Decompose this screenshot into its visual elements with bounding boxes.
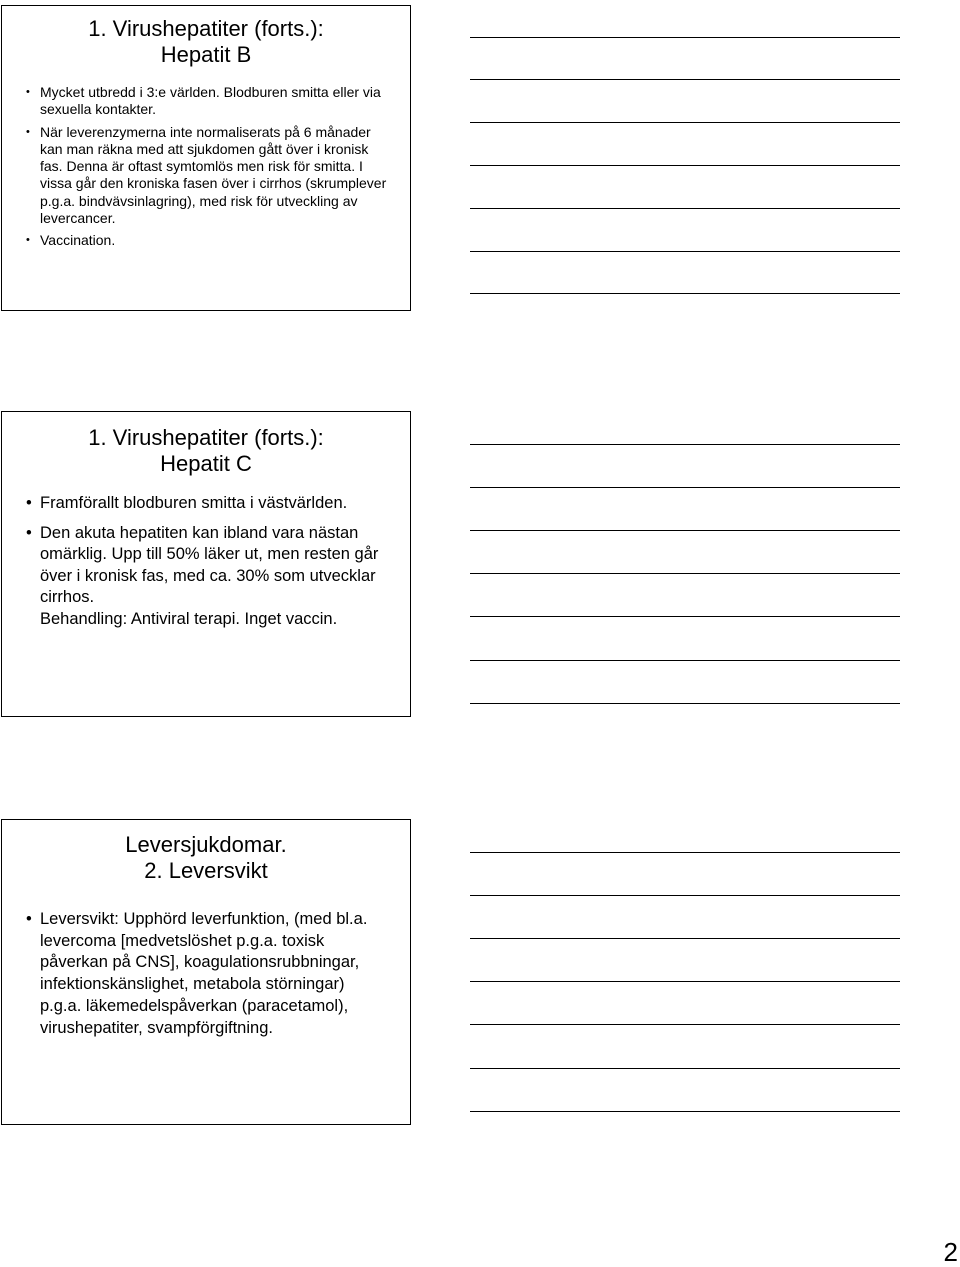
note-line	[470, 487, 900, 488]
bullet-item	[26, 909, 388, 1039]
bullet-item	[26, 123, 388, 228]
slide-leversvikt	[1, 819, 411, 1125]
slide-title	[2, 6, 410, 68]
bullet-icon: •	[26, 125, 30, 138]
bullet-item	[40, 609, 388, 631]
bullet-icon: •	[26, 910, 32, 928]
slide-hepatit-b	[1, 5, 411, 311]
note-line	[470, 79, 900, 80]
note-line	[470, 852, 900, 853]
bullet-icon: •	[26, 494, 32, 512]
note-line	[470, 165, 900, 166]
note-line	[470, 703, 900, 704]
bullet-text: Leversvikt: Upphörd leverfunktion, (med bl.a. levercoma [medvetslöshet p.g.a. toxisk påverkan på CNS], koagulationsrubbningar, infektionskänslighet, metabola störningar) p.g.a. läkemedelspåverkan (paracetamol), virushepatiter, svampförgiftning.	[40, 910, 368, 1037]
bullet-text: Framförallt blodburen smitta i västvärlden.	[40, 494, 348, 512]
slide-title-line-2: 2. Leversvikt	[144, 858, 268, 883]
bullet-text: När leverenzymerna inte normaliserats på 6 månader kan man räkna med att sjukdomen gått över i kronisk fas. Denna är oftast symtomlös men risk för smitta. I vissa går den kroniska fasen över i cirrhos (skrumplever p.g.a. bindvävsinlagring), med risk för utveckling av levercancer.	[40, 123, 387, 227]
note-line	[470, 208, 900, 209]
note-line	[470, 573, 900, 574]
slide-title-line-1: 1. Virushepatiter (forts.):	[88, 16, 324, 41]
slide-title	[2, 412, 410, 477]
bullet-text: Mycket utbredd i 3:e världen. Blodburen smitta eller via sexuella kontakter.	[40, 84, 381, 118]
slide-title-line-1: Leversjukdomar.	[125, 832, 287, 857]
note-line	[470, 293, 900, 294]
note-line	[470, 1024, 900, 1025]
page-number: 2	[943, 1237, 958, 1267]
note-line	[470, 444, 900, 445]
bullet-list	[2, 493, 410, 630]
note-line	[470, 981, 900, 982]
note-line	[470, 1111, 900, 1112]
note-line	[470, 251, 900, 252]
note-line	[470, 616, 900, 617]
bullet-item	[26, 84, 388, 119]
bullet-icon: •	[26, 523, 32, 542]
bullet-item	[26, 232, 388, 249]
bullet-list	[2, 909, 410, 1039]
note-line	[470, 1068, 900, 1069]
slide-title-line-1: 1. Virushepatiter (forts.):	[88, 425, 324, 450]
slide-title-line-2: Hepatit C	[160, 451, 252, 476]
note-line	[470, 122, 900, 123]
bullet-text: Vaccination.	[40, 232, 116, 249]
bullet-icon: •	[26, 86, 30, 98]
bullet-list	[2, 84, 410, 250]
bullet-text: Den akuta hepatiten kan ibland vara nästan omärklig. Upp till 50% läker ut, men resten går över i kronisk fas, med ca. 30% som utvecklar cirrhos.	[40, 523, 379, 606]
slide-title	[2, 820, 410, 884]
note-line	[470, 938, 900, 939]
bullet-item	[26, 523, 388, 609]
bullet-icon: •	[26, 234, 30, 247]
slide-title-line-2: Hepatit B	[160, 42, 252, 67]
bullet-item	[26, 493, 388, 515]
slide-hepatit-c	[1, 411, 411, 717]
note-line	[470, 895, 900, 896]
note-line	[470, 530, 900, 531]
note-line	[470, 37, 900, 38]
note-line	[470, 660, 900, 661]
bullet-text: Behandling: Antiviral terapi. Inget vaccin.	[40, 609, 338, 628]
